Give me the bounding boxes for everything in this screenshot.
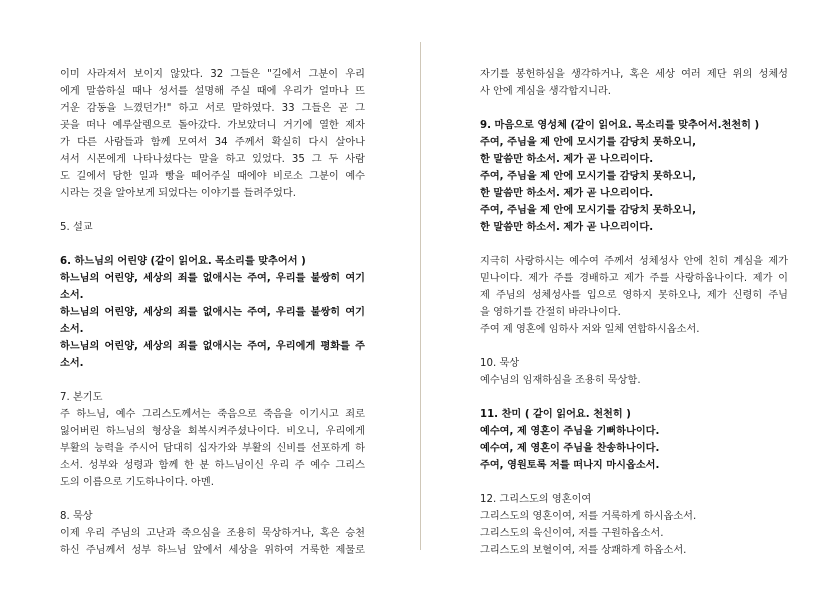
text-line: 도의 이름으로 기도하나이다. 아멘. bbox=[60, 477, 214, 488]
text-line: 가 다른 사람들과 함께 모여서 34 주께서 확실히 다시 살아나 bbox=[60, 137, 365, 148]
section-heading-anima-christi: 12. 그리스도의 영혼이여 bbox=[480, 494, 592, 505]
text-line: 한 말씀만 하소서. 제가 곧 나으리이다. bbox=[480, 154, 654, 165]
text-line: 거운 감동을 느꼈던가!" 하고 서로 말하였다. 33 그들은 곧 그 bbox=[60, 103, 365, 114]
text-line: 지극히 사랑하시는 예수여 주께서 성체성사 안에 친히 계심을 제가 bbox=[480, 256, 788, 267]
text-line: 그리스도의 보혈이여, 저를 상쾌하게 하옵소서. bbox=[480, 545, 687, 556]
text-line: 제 주님의 성체성사를 입으로 영하지 못하오나, 제가 신령히 주님 bbox=[480, 290, 788, 301]
text-line: 예수여, 제 영혼이 주님을 기뻐하나이다. bbox=[480, 426, 660, 437]
text-line: 그리스도의 육신이여, 저를 구원하옵소서. bbox=[480, 528, 664, 539]
gospel-passage bbox=[60, 66, 365, 202]
praise-prayer bbox=[480, 423, 788, 474]
text-line: 주여, 영원토록 저를 떠나지 마시옵소서. bbox=[480, 460, 660, 471]
section-heading-collect: 7. 본기도 bbox=[60, 392, 103, 403]
silence-text: 예수님의 임재하심을 조용히 묵상함. bbox=[480, 375, 641, 386]
text-line: 잃어버린 하느님의 형상을 회복시켜주셨나이다. 비오니, 우리에게 bbox=[60, 426, 365, 437]
text-line: 에게 말씀하실 때나 성서를 설명해 주실 때에 우리가 얼마나 뜨 bbox=[60, 86, 365, 97]
text-line: 소서. bbox=[60, 290, 84, 301]
communion-devotion-text bbox=[480, 253, 788, 338]
section-heading-lamb-of-god: 6. 하느님의 어린양 (같이 읽어요. 목소리를 맞추어서 ) bbox=[60, 256, 306, 267]
anima-christi-prayer bbox=[480, 508, 788, 559]
text-line: 한 말씀만 하소서. 제가 곧 나으리이다. bbox=[480, 188, 654, 199]
text-line: 시라는 것을 알아보게 되었다는 이야기를 들려주었다. bbox=[60, 188, 296, 199]
text-line: 자기를 봉헌하심을 생각하거나, 혹은 세상 여러 제단 위의 성체성 bbox=[480, 69, 788, 80]
text-line: 소서. bbox=[60, 324, 84, 335]
text-line: 소서. bbox=[60, 358, 84, 369]
text-line: 예수여, 제 영혼이 주님을 찬송하나이다. bbox=[480, 443, 660, 454]
text-line: 주 하느님, 예수 그리스도께서는 죽음으로 죽음을 이기시고 죄로 bbox=[60, 409, 365, 420]
text-line: 하느님의 어린양, 세상의 죄를 없애시는 주여, 우리에게 평화를 주 bbox=[60, 341, 365, 352]
right-column bbox=[480, 66, 788, 559]
text-line: 소서. 성부와 성령과 함께 한 분 하느님이신 우리 주 예수 그리스 bbox=[60, 460, 365, 471]
text-line: 주여 제 영혼에 임하사 저와 일체 연합하시옵소서. bbox=[480, 324, 700, 335]
section-heading-spiritual-communion: 9. 마음으로 영성체 (같이 읽어요. 목소리를 맞추어서.천천히 ) bbox=[480, 120, 760, 131]
text-line: 이미 사라져서 보이지 않았다. 32 그들은 "길에서 그분이 우리 bbox=[60, 69, 365, 80]
column-divider bbox=[420, 42, 421, 550]
text-line: 이제 우리 주님의 고난과 죽으심을 조용히 묵상하거나, 혹은 승천 bbox=[60, 528, 365, 539]
text-line: 곳을 떠나 예루살렘으로 돌아갔다. 가보았더니 거기에 열한 제자 bbox=[60, 120, 365, 131]
collect-prayer bbox=[60, 406, 365, 491]
text-line: 하느님의 어린양, 세상의 죄를 없애시는 주여, 우리를 불쌍히 여기 bbox=[60, 273, 365, 284]
section-heading-sermon: 5. 설교 bbox=[60, 222, 93, 233]
text-line: 하신 주님께서 성부 하느님 앞에서 세상을 위하여 거룩한 제물로 bbox=[60, 545, 365, 556]
text-line: 도 길에서 당한 일과 빵을 떼어주실 때에야 비로소 그분이 예수 bbox=[60, 171, 365, 182]
meditation-continued bbox=[480, 66, 788, 100]
section-heading-meditation: 8. 묵상 bbox=[60, 511, 93, 522]
text-line: 을 영하기를 간절히 바라나이다. bbox=[480, 307, 621, 318]
text-line: 믿나이다. 제가 주를 경배하고 제가 주를 사랑하옵나이다. 제가 이 bbox=[480, 273, 788, 284]
text-line: 주여, 주님을 제 안에 모시기를 감당치 못하오니, bbox=[480, 171, 696, 182]
text-line: 그리스도의 영혼이여, 저를 거룩하게 하시옵소서. bbox=[480, 511, 697, 522]
text-line: 부활의 능력을 주시어 담대히 십자가와 부활의 신비를 선포하게 하 bbox=[60, 443, 365, 454]
section-heading-silence: 10. 묵상 bbox=[480, 358, 520, 369]
meditation-text bbox=[60, 525, 365, 559]
text-line: 하느님의 어린양, 세상의 죄를 없애시는 주여, 우리를 불쌍히 여기 bbox=[60, 307, 365, 318]
spiritual-communion-prayer bbox=[480, 134, 788, 236]
text-line: 셔서 시몬에게 나타나셨다는 말을 하고 있었다. 35 그 두 사람 bbox=[60, 154, 365, 165]
lamb-of-god-prayer bbox=[60, 270, 365, 372]
text-line: 한 말씀만 하소서. 제가 곧 나으리이다. bbox=[480, 222, 654, 233]
section-heading-praise: 11. 찬미 ( 같이 읽어요. 천천히 ) bbox=[480, 409, 631, 420]
text-line: 주여, 주님을 제 안에 모시기를 감당치 못하오니, bbox=[480, 137, 696, 148]
text-line: 사 안에 계심을 생각합지니라. bbox=[480, 86, 612, 97]
text-line: 주여, 주님을 제 안에 모시기를 감당치 못하오니, bbox=[480, 205, 696, 216]
left-column bbox=[60, 66, 365, 559]
